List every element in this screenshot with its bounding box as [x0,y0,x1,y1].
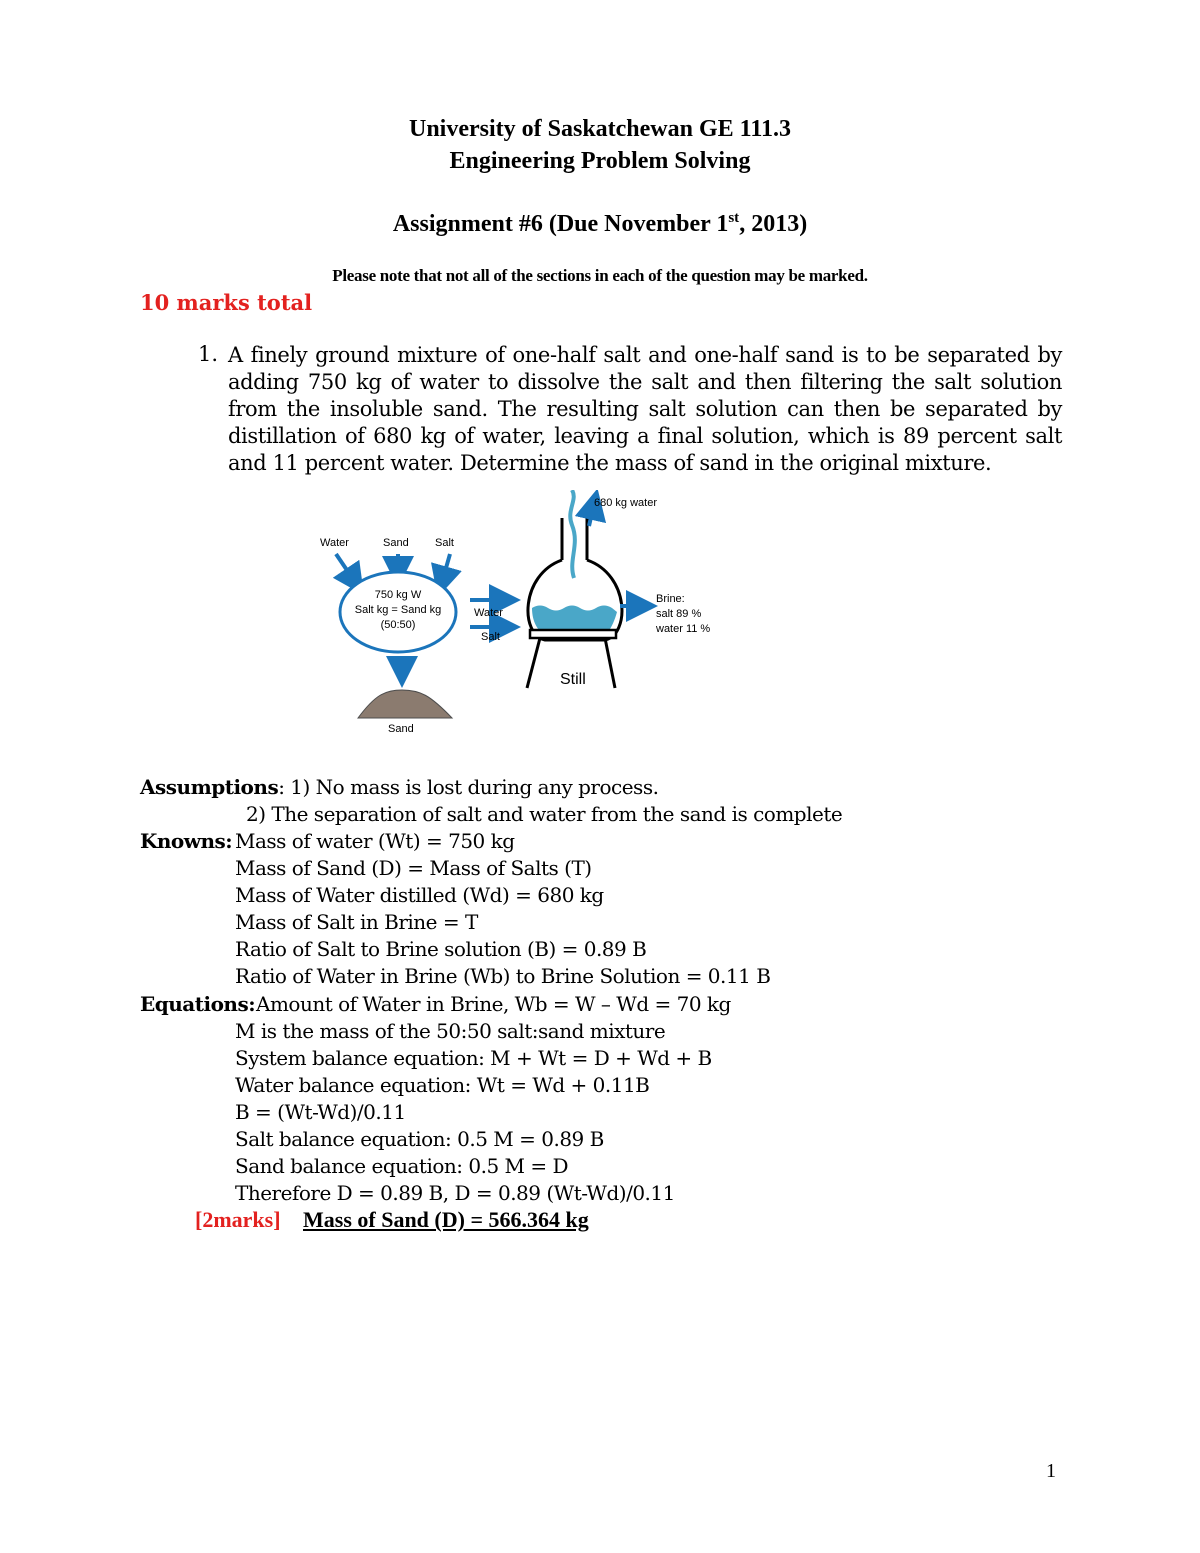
assignment-title-text: Assignment #6 (Due November 1 [392,211,729,237]
equation-item: Amount of Water in Brine, Wb = W – Wd = 70 kg [256,992,731,1016]
still-leg-left [527,638,540,688]
sand-pile [358,690,452,718]
course-subtitle: Engineering Problem Solving [449,148,751,174]
assumption-1-text: : 1) No mass is lost during any process. [278,775,659,799]
water-input-arrow [336,554,355,582]
brine-label-2: salt 89 % [656,608,702,620]
flow-water-label: Water [474,607,503,619]
input-salt-label: Salt [435,537,454,549]
assignment-title-sup: st [728,210,740,226]
final-answer: Mass of Sand (D) = 566.364 kg [303,1207,589,1232]
page-number: 1 [1046,1460,1056,1482]
still-plate [530,630,616,638]
equation-item: Salt balance equation: 0.5 M = 0.89 B [235,1127,604,1151]
mixer-label-3: (50:50) [380,619,416,631]
marking-note: Please note that not all of the sections in each of the question may be marked. [332,266,868,285]
course-title: University of Saskatchewan GE 111.3 [408,116,792,142]
equation-item: Therefore D = 0.89 B, D = 0.89 (Wt-Wd)/0.11 [235,1181,675,1205]
mixer-label-1: 750 kg W [374,589,422,601]
marks-total: 10 marks total [140,290,313,315]
sand-output-label: Sand [388,723,414,735]
brine-label-3: water 11 % [656,623,711,635]
still-leg-right [605,638,615,688]
known-item: Ratio of Water in Brine (Wb) to Brine Solution = 0.11 B [235,964,771,988]
equation-item: Sand balance equation: 0.5 M = D [235,1154,569,1178]
knowns-label: Knowns: [140,829,233,853]
salt-input-arrow [442,554,450,582]
question-number: 1. [198,342,219,366]
input-sand-label: Sand [383,537,409,549]
equation-item: B = (Wt-Wd)/0.11 [235,1100,406,1124]
assumptions-label: Assumptions [140,775,279,799]
assumption-1 [140,775,658,799]
vapor-stream [570,490,575,578]
assignment-title [0,210,1200,238]
equation-item: Water balance equation: Wt = Wd + 0.11B [235,1073,650,1097]
known-item: Mass of Salt in Brine = T [235,910,478,934]
assumption-2: 2) The separation of salt and water from the sand is complete [246,802,843,826]
equation-item: M is the mass of the 50:50 salt:sand mixture [235,1019,666,1043]
known-item: Mass of water (Wt) = 750 kg [235,829,515,853]
still-label: Still [560,671,586,688]
mixer-label-2: Salt kg = Sand kg [354,604,442,616]
flow-salt-label: Salt [481,631,500,643]
input-water-label: Water [320,537,349,549]
answer-marks: [2marks] [195,1207,281,1232]
brine-label-1: Brine: [656,593,685,605]
equations-label: Equations: [140,992,256,1016]
equation-item: System balance equation: M + Wt = D + Wd + B [235,1046,712,1070]
process-diagram [300,490,760,740]
assignment-title-year: , 2013) [739,211,808,237]
vapor-label: 680 kg water [594,497,657,509]
known-item: Mass of Water distilled (Wd) = 680 kg [235,883,604,907]
known-item: Ratio of Salt to Brine solution (B) = 0.89 B [235,937,647,961]
question-text: A finely ground mixture of one-half salt and one-half sand is to be separated by adding 750 kg of water to dissolve the salt and then filtering the salt solution from the insoluble sand. The resulting salt solution can then be separated by distillation of 680 kg of water, leaving a final solution, which is 89 percent salt and 11 percent water. Determine the mass of sand in the original mixture. [228,343,1062,475]
known-item: Mass of Sand (D) = Mass of Salts (T) [235,856,592,880]
